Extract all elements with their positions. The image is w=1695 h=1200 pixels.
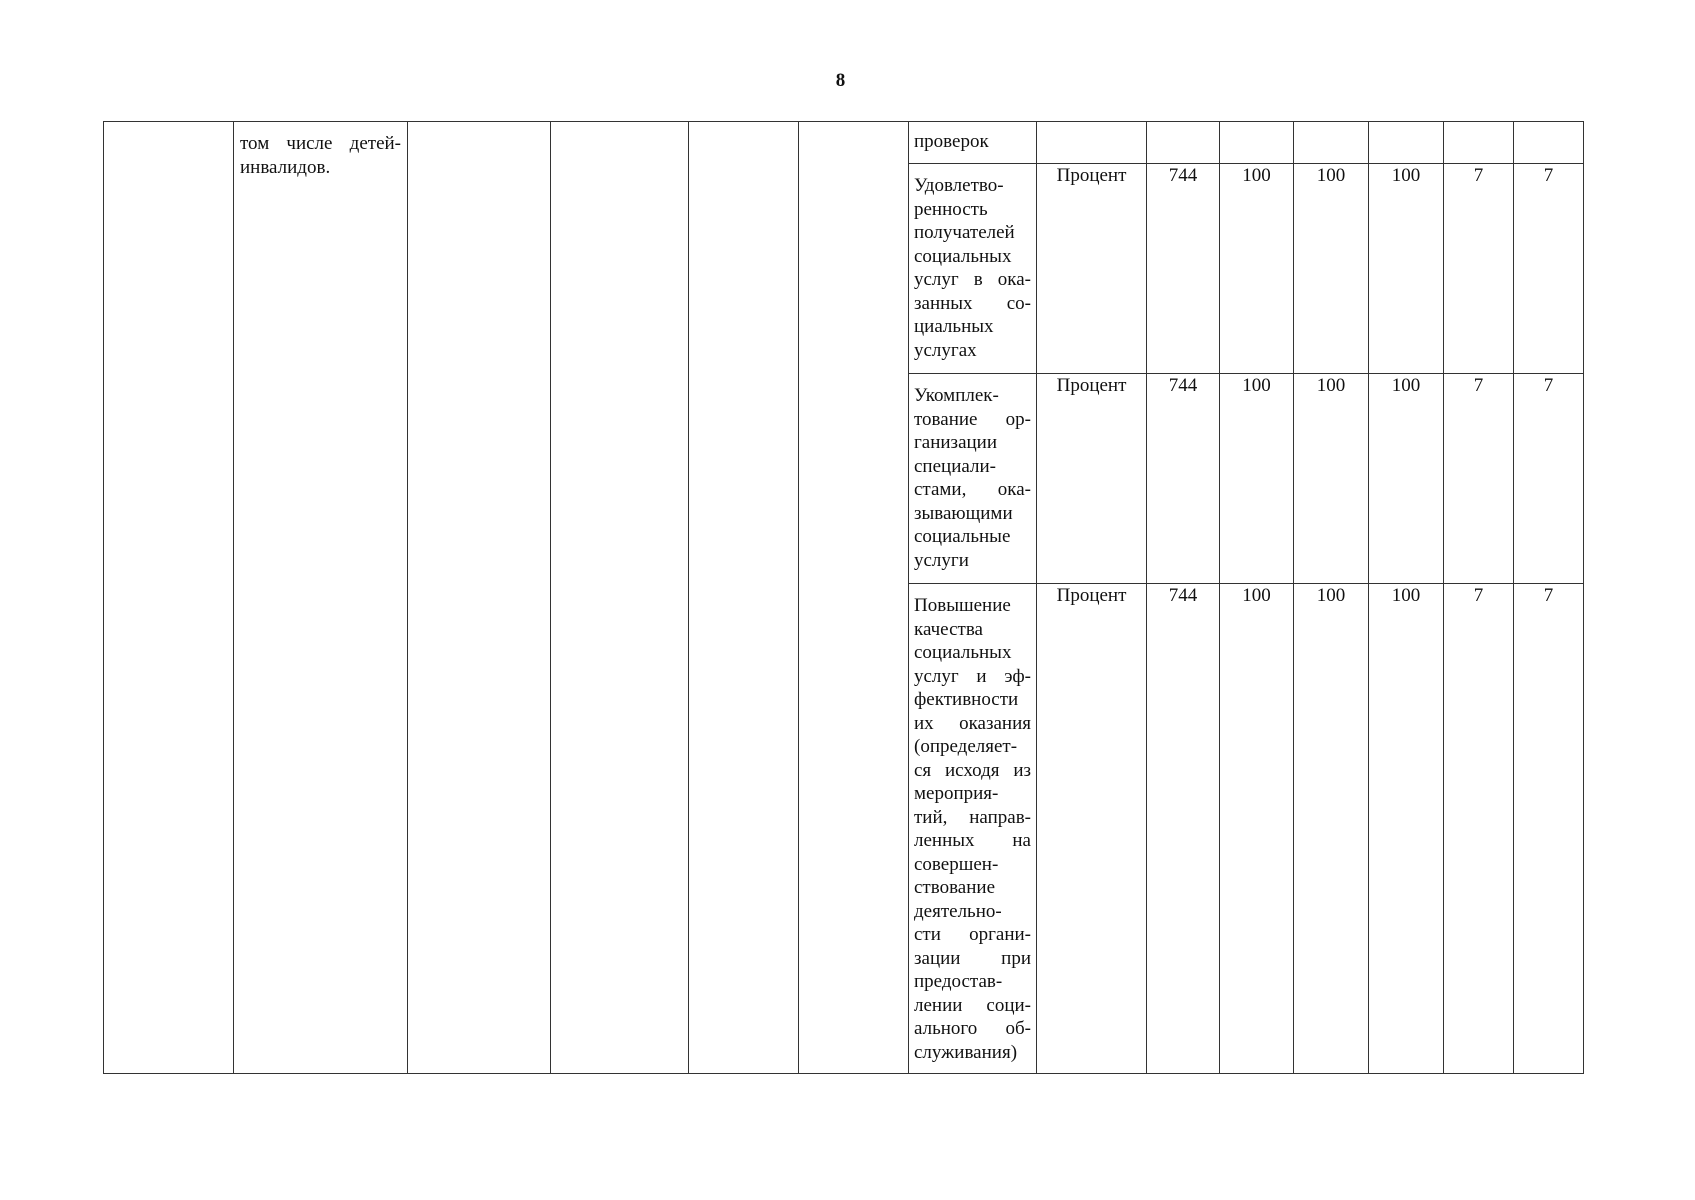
code-cell (1147, 122, 1220, 164)
empty-cell (799, 122, 909, 1074)
indicator-line: циальных (914, 316, 994, 337)
value-cell (1369, 122, 1444, 164)
value-cell: 7 (1514, 584, 1584, 1074)
value-cell: 7 (1444, 164, 1514, 374)
indicator-cell (909, 122, 1037, 164)
indicator-name (909, 584, 1036, 1068)
indicator-line: качества (914, 618, 983, 640)
empty-cell (551, 122, 689, 1074)
service-description-cell (234, 122, 408, 1074)
indicator-line: совершен- (914, 853, 999, 875)
value-cell: 7 (1514, 164, 1584, 374)
indicator-line: предостав- (914, 971, 1003, 992)
indicator-name (909, 374, 1036, 576)
indicator-line: лении соци- (914, 994, 1031, 1016)
indicator-line: зывающими (914, 502, 1013, 524)
value-cell: 7 (1444, 584, 1514, 1074)
indicator-line: Укомплек- (914, 385, 999, 406)
code-cell: 744 (1147, 374, 1220, 584)
indicator-line: услуг в ока- (914, 269, 1031, 290)
unit-cell: Процент (1037, 164, 1147, 374)
indicator-line: стами, ока- (914, 479, 1031, 500)
indicator-line: Удовлетво- (914, 175, 1004, 196)
indicator-name (909, 164, 1036, 366)
indicator-name (909, 122, 1036, 158)
code-cell: 744 (1147, 584, 1220, 1074)
indicator-line: тование ор- (914, 408, 1031, 430)
value-cell (1514, 122, 1584, 164)
value-cell: 100 (1294, 374, 1369, 584)
value-cell: 100 (1294, 164, 1369, 374)
value-cell: 100 (1369, 584, 1444, 1074)
indicator-line: Повышение (914, 595, 1011, 616)
indicator-line: ствование (914, 877, 996, 898)
value-cell: 7 (1444, 374, 1514, 584)
indicator-cell (909, 584, 1037, 1074)
value-cell (1220, 122, 1294, 164)
indicator-line: (определяет- (914, 736, 1018, 757)
empty-cell (104, 122, 234, 1074)
indicators-table (103, 121, 1584, 1074)
unit-cell (1037, 122, 1147, 164)
indicator-cell (909, 374, 1037, 584)
indicator-line: зации при (914, 947, 1031, 969)
indicator-line: ального об- (914, 1018, 1031, 1039)
empty-cell (408, 122, 551, 1074)
indicator-line: ся исходя из (914, 759, 1031, 781)
indicator-line: занных со- (914, 292, 1031, 314)
indicator-line: услугах (914, 339, 977, 361)
indicator-line: служивания) (914, 1041, 1018, 1063)
value-cell: 100 (1294, 584, 1369, 1074)
indicator-line: деятельно- (914, 900, 1002, 922)
indicator-cell (909, 164, 1037, 374)
value-cell: 100 (1369, 374, 1444, 584)
indicator-line: специали- (914, 455, 996, 477)
service-description: том числе детей-инвалидов. (240, 133, 401, 178)
value-cell: 100 (1369, 164, 1444, 374)
value-cell (1444, 122, 1514, 164)
indicator-line: их оказания (914, 712, 1031, 734)
indicator-line: получателей (914, 222, 1015, 243)
indicator-line: проверок (914, 131, 989, 152)
indicator-line: мероприя- (914, 783, 999, 804)
unit-cell: Процент (1037, 584, 1147, 1074)
indicator-line: тий, направ- (914, 806, 1031, 828)
value-cell (1294, 122, 1369, 164)
indicator-line: ренность (914, 198, 988, 220)
indicator-line: услуги (914, 549, 969, 571)
indicator-line: социальных (914, 245, 1012, 267)
empty-cell (689, 122, 799, 1074)
indicator-line: социальных (914, 642, 1012, 663)
indicator-line: сти органи- (914, 924, 1031, 945)
unit-cell: Процент (1037, 374, 1147, 584)
value-cell: 7 (1514, 374, 1584, 584)
indicator-line: ганизации (914, 432, 998, 453)
code-cell: 744 (1147, 164, 1220, 374)
table-row (104, 122, 1584, 164)
value-cell: 100 (1220, 584, 1294, 1074)
indicator-line: фективности (914, 689, 1019, 710)
indicator-line: социальные (914, 526, 1011, 547)
value-cell: 100 (1220, 374, 1294, 584)
indicator-line: ленных на (914, 830, 1031, 851)
page-number: 8 (835, 70, 846, 91)
value-cell: 100 (1220, 164, 1294, 374)
indicator-line: услуг и эф- (914, 665, 1031, 687)
